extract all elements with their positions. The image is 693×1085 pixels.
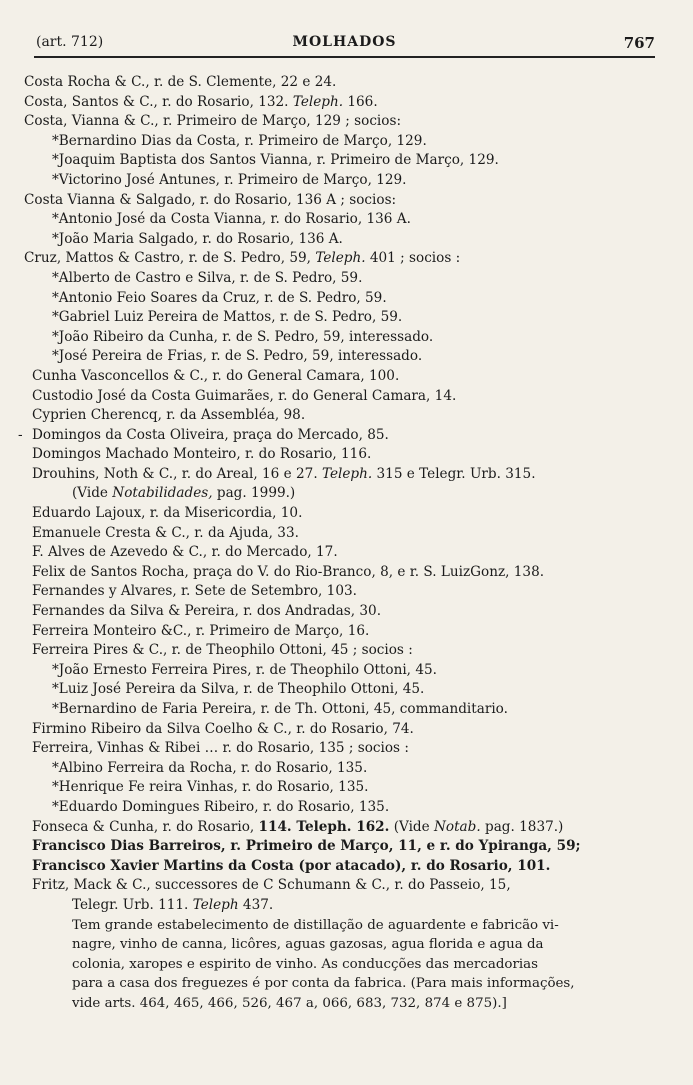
partner-line: [24, 230, 674, 250]
partner-line: [24, 151, 674, 171]
partner-line: [24, 210, 674, 230]
directory-entry: [24, 739, 674, 759]
entry-text: Costa Rocha & C., r. de S. Clemente, 22 e 24.: [24, 74, 337, 90]
partner-line: [24, 700, 674, 720]
entry-text: *Victorino José Antunes, r. Primeiro de Março, 129.: [52, 171, 407, 188]
directory-entry: [24, 484, 674, 504]
entry-text: Costa, Santos & C., r. do Rosario, 132.: [24, 93, 293, 110]
entry-text: Fritz, Mack & C., successores de C Schumann & C., r. do Passeio, 15,: [32, 877, 511, 894]
directory-entry: [24, 837, 674, 857]
directory-entry: [24, 955, 674, 975]
entry-text: Ferreira Pires & C., r. de Theophilo Ottoni, 45 ; socios :: [32, 642, 413, 659]
directory-entry: [24, 93, 674, 113]
directory-entry: [24, 563, 674, 583]
entry-text: vide arts. 464, 465, 466, 526, 467 a, 066, 683, 732, 874 e 875).]: [72, 995, 507, 1011]
entry-text: Emanuele Cresta & C., r. da Ajuda, 33.: [32, 524, 299, 541]
entry-text: 166.: [343, 93, 378, 110]
directory-entry: [24, 916, 674, 936]
directory-entry: [24, 465, 674, 485]
entry-text: Teleph.: [292, 93, 344, 110]
directory-entry: [24, 896, 674, 916]
directory-entry: [24, 974, 674, 994]
partner-line: [24, 132, 674, 152]
entry-text: Drouhins, Noth & C., r. do Areal, 16 e 27.: [32, 465, 322, 482]
entry-text: Francisco Xavier Martins da Costa (por atacado), r. do Rosario, 101.: [32, 857, 551, 874]
entry-text: 437.: [238, 896, 274, 913]
partner-line: [24, 798, 674, 818]
entry-text: *Luiz José Pereira da Silva, r. de Theophilo Ottoni, 45.: [52, 681, 425, 698]
entry-text: (Vide: [389, 818, 434, 835]
partner-line: [24, 759, 674, 779]
entry-text: pag. 1837.): [480, 818, 564, 835]
entry-text: Ferreira Monteiro &C., r. Primeiro de Março, 16.: [32, 622, 370, 639]
entry-text: *Antonio José da Costa Vianna, r. do Rosario, 136 A.: [52, 211, 411, 228]
entry-text: *Gabriel Luiz Pereira de Mattos, r. de S. Pedro, 59.: [52, 309, 403, 326]
directory-entry: [24, 641, 674, 661]
entry-text: Notab.: [434, 818, 481, 835]
page-title: MOLHADOS: [292, 34, 397, 50]
entry-text: para a casa dos freguezes é por conta da fabrica. (Para mais informações,: [72, 976, 575, 992]
entry-text: Cyprien Cherencq, r. da Assembléa, 98.: [32, 407, 306, 424]
directory-entry: [24, 249, 674, 269]
partner-line: [24, 347, 674, 367]
entry-text: Teleph.: [321, 465, 373, 482]
entry-text: *Alberto de Castro e Silva, r. de S. Pedro, 59.: [52, 269, 363, 286]
entry-text: Eduardo Lajoux, r. da Misericordia, 10.: [32, 505, 303, 522]
entry-text: Fernandes da Silva & Pereira, r. dos Andradas, 30.: [32, 603, 382, 620]
entry-text: Cruz, Mattos & Castro, r. de S. Pedro, 59,: [24, 250, 316, 267]
entry-text: Tem grande estabelecimento de distillação de aguardente e fabricão vi-: [72, 917, 559, 933]
directory-entry: [24, 524, 674, 544]
entry-text: *Eduardo Domingues Ribeiro, r. do Rosario, 135.: [52, 798, 390, 815]
entry-text: Cunha Vasconcellos & C., r. do General Camara, 100.: [32, 367, 400, 384]
entry-text: *Albino Ferreira da Rocha, r. do Rosario, 135.: [52, 759, 368, 776]
directory-entry: [24, 543, 674, 563]
entry-text: Fernandes y Alvares, r. Sete de Setembro, 103.: [32, 583, 357, 600]
entry-text: Teleph.: [315, 250, 366, 267]
directory-entry: [24, 602, 674, 622]
entry-text: *Henrique Fe reira Vinhas, r. do Rosario, 135.: [52, 779, 369, 796]
entry-text: Custodio José da Costa Guimarães, r. do General Camara, 14.: [32, 387, 457, 404]
directory-entry: [24, 935, 674, 955]
page-header: [34, 34, 655, 58]
entry-text: (Vide: [72, 485, 113, 502]
entry-text: Telegr. Urb. 111.: [72, 896, 193, 913]
entry-text: *João Ribeiro da Cunha, r. de S. Pedro, 59, interessado.: [52, 328, 434, 345]
partner-line: [24, 661, 674, 681]
entry-text: Costa, Vianna & C., r. Primeiro de Março, 129 ; socios:: [24, 113, 402, 130]
entry-text: 315 e Telegr. Urb. 315.: [372, 465, 536, 482]
partner-line: [24, 328, 674, 348]
entry-text: *João Ernesto Ferreira Pires, r. de Theophilo Ottoni, 45.: [52, 661, 437, 678]
entry-text: Domingos Machado Monteiro, r. do Rosario, 116.: [32, 446, 372, 463]
entry-text: colonia, xaropes e espirito de vinho. As conducções das mercadorias: [72, 956, 538, 972]
entry-text: Costa Vianna & Salgado, r. do Rosario, 136 A ; socios:: [24, 191, 397, 208]
directory-entry: [24, 622, 674, 642]
entry-text: *Antonio Feio Soares da Cruz, r. de S. Pedro, 59.: [52, 289, 387, 306]
entry-text: Felix de Santos Rocha, praça do V. do Rio-Branco, 8, e r. S. LuizGonz, 138.: [32, 563, 545, 580]
directory-entry: [24, 818, 674, 838]
directory-entry: [24, 857, 674, 877]
entry-text: *João Maria Salgado, r. do Rosario, 136 A.: [52, 230, 343, 247]
directory-entry: [24, 876, 674, 896]
partner-line: [24, 269, 674, 289]
directory-entry: [24, 582, 674, 602]
entry-text: Firmino Ribeiro da Silva Coelho & C., r. do Rosario, 74.: [32, 720, 414, 737]
page-number: 767: [623, 34, 655, 52]
directory-entry: [24, 367, 674, 387]
directory-entry: [24, 504, 674, 524]
entry-text: Fonseca & Cunha, r. do Rosario,: [32, 818, 259, 835]
entry-text: *José Pereira de Frias, r. de S. Pedro, 59, interessado.: [52, 348, 423, 365]
directory-entry: [24, 994, 674, 1014]
entry-text: pag. 1999.): [212, 485, 296, 502]
entry-text: Ferreira, Vinhas & Ribei … r. do Rosario, 135 ; socios :: [32, 740, 409, 757]
entry-list: [18, 73, 674, 1014]
directory-entry: [24, 720, 674, 740]
entry-text: nagre, vinho de canna, licôres, aguas gazosas, agua florida e agua da: [72, 937, 544, 953]
entry-text: Francisco Dias Barreiros, r. Primeiro de Março, 11, e r. do Ypiranga, 59;: [32, 838, 581, 855]
entry-text: Notabilidades,: [112, 485, 213, 502]
directory-entry: [24, 387, 674, 407]
entry-text: *Bernardino Dias da Costa, r. Primeiro de Março, 129.: [52, 132, 427, 149]
entry-text: *Joaquim Baptista dos Santos Vianna, r. Primeiro de Março, 129.: [52, 152, 499, 169]
directory-entry: [24, 191, 674, 211]
directory-entry: [24, 445, 674, 465]
entry-text: 114. Teleph. 162.: [258, 818, 390, 835]
partner-line: [24, 171, 674, 191]
partner-line: [24, 680, 674, 700]
partner-line: [24, 308, 674, 328]
margin-mark: -: [18, 426, 23, 443]
directory-entry: [24, 112, 674, 132]
directory-entry: [24, 406, 674, 426]
entry-text: Domingos da Costa Oliveira, praça do Mercado, 85.: [32, 426, 389, 443]
partner-line: [24, 289, 674, 309]
entry-text: *Bernardino de Faria Pereira, r. de Th. Ottoni, 45, commanditario.: [52, 701, 508, 717]
article-range: (art. 712): [36, 34, 104, 50]
directory-entry: [24, 73, 674, 93]
entry-text: Teleph: [192, 896, 239, 913]
entry-text: F. Alves de Azevedo & C., r. do Mercado, 17.: [32, 544, 338, 561]
partner-line: [24, 778, 674, 798]
directory-entry: [18, 426, 674, 446]
entry-text: 401 ; socios :: [365, 250, 461, 267]
